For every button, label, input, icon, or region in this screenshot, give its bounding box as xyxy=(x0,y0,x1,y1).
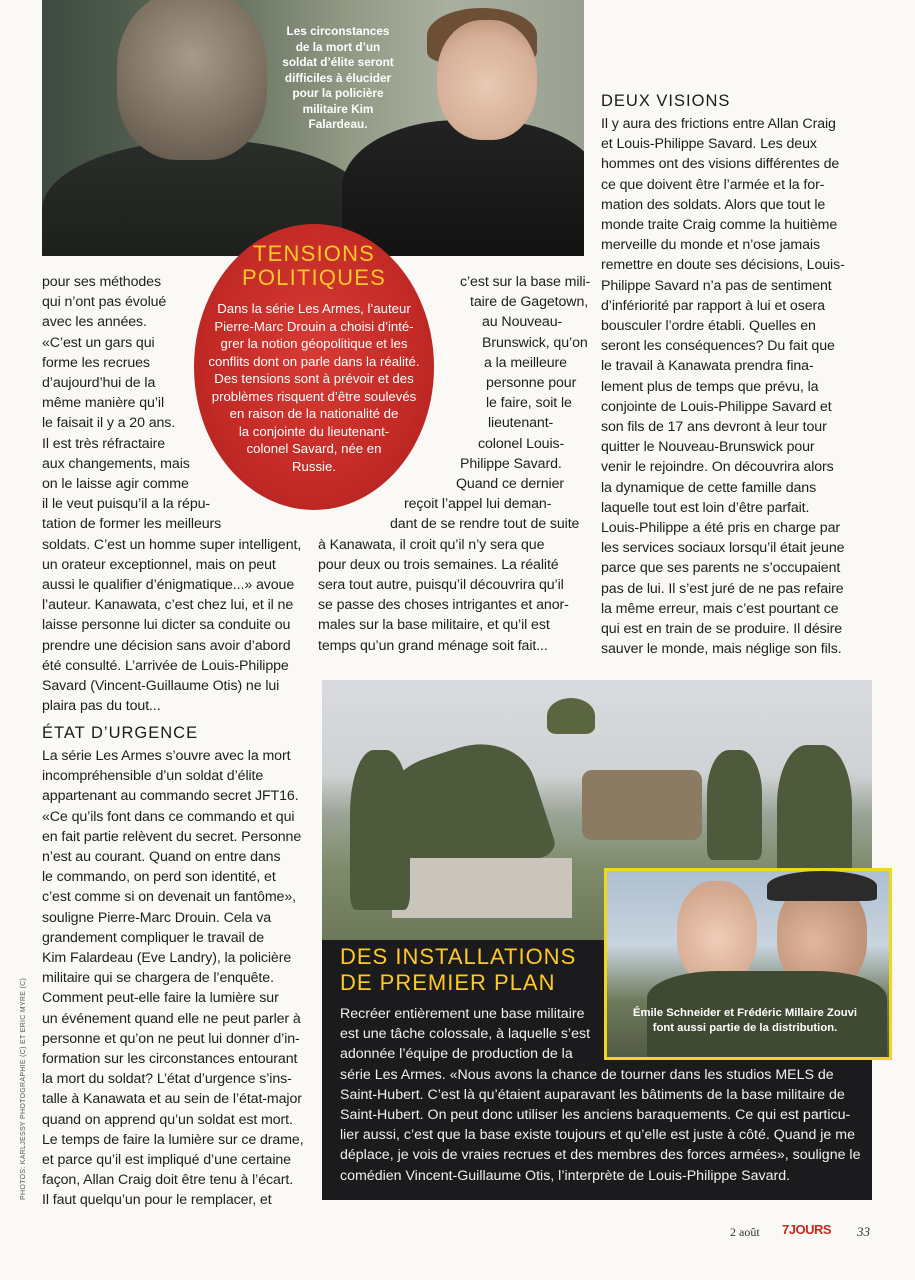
text-line: aux changements, mais xyxy=(42,455,190,472)
text-line: «C’est un gars qui xyxy=(42,334,155,351)
text-line: monde traite Craig comme la huitième xyxy=(601,217,838,234)
text-line: Savard (Vincent-Guillaume Otis) ne lui xyxy=(42,678,280,695)
text-line: est une tâche colossale, à laquelle s’est xyxy=(340,1026,591,1043)
text-line: Il est très réfractaire xyxy=(42,435,166,452)
text-line: colonel Louis- xyxy=(478,435,565,452)
text-line: conjointe de Louis-Philippe Savard et xyxy=(601,398,832,415)
text-line: quand on apprend qu’un soldat est mort. xyxy=(42,1111,293,1128)
text-line: a la meilleure xyxy=(484,354,567,371)
deux-visions-body xyxy=(601,114,845,659)
text-line: conflits dont on parle dans la réalité. xyxy=(208,353,420,369)
recruits-group xyxy=(582,770,702,840)
text-line: qui n’ont pas évolué xyxy=(42,294,167,311)
text-line: remettre en doute ses décisions, Louis- xyxy=(601,257,845,274)
text-line: Saint-Hubert. On peut donc utiliser les anciens baraquements. Ce qui est particu- xyxy=(340,1107,851,1124)
text-line: merveille du monde et n’ose jamais xyxy=(601,237,820,254)
text-line: les services sociaux lorsqu’il était jeune xyxy=(601,540,845,557)
text-line: taire de Gagetown, xyxy=(470,294,589,311)
text-line: adonnée l’équipe de production de la xyxy=(340,1046,573,1063)
etat-urgence-body xyxy=(42,746,304,1211)
installations-heading: DES INSTALLATIONS DE PREMIER PLAN xyxy=(340,944,577,995)
text-line: forme les recrues xyxy=(42,354,150,371)
text-line: incompréhensible d’un soldat d’élite xyxy=(42,768,264,785)
beret xyxy=(767,871,877,901)
text-line: avec les années. xyxy=(42,314,147,331)
text-line: Il faut quelqu’un pour le remplacer, et xyxy=(42,1192,272,1209)
text-line: Louis-Philippe a été pris en charge par xyxy=(601,520,841,537)
text-line: temps qu’un grand ménage soit fait... xyxy=(318,637,548,654)
text-line: Le temps de faire la lumière sur ce drame, xyxy=(42,1131,304,1148)
inset-caption: Émile Schneider et Frédéric Millaire Zouvi font aussi partie de la distribution. xyxy=(632,1007,858,1034)
text-line: mation des soldats. Alors que tout le xyxy=(601,196,826,213)
text-line: lieutenant- xyxy=(488,415,554,432)
text-line: série Les Armes. «Nous avons la chance de tourner dans les studios MELS de xyxy=(340,1066,834,1083)
soldier-helmet xyxy=(547,698,595,734)
text-line: le faire, soit le xyxy=(486,395,572,412)
text-line: talle à Kanawata et au sein de l’état-major xyxy=(42,1091,302,1108)
text-line: quitter le Nouveau-Brunswick pour xyxy=(601,439,815,456)
text-line: dant de se rendre tout de suite xyxy=(390,516,580,533)
text-line: grandement compliquer le travail de xyxy=(42,929,265,946)
text-line: Philippe Savard. xyxy=(460,455,562,472)
text-line: lement plus de temps que prévu, la xyxy=(601,378,819,395)
text-line: ce que doivent être l’armée et la for- xyxy=(601,176,825,193)
text-line: le travail à Kanawata prendra fina- xyxy=(601,358,814,375)
top-photo-caption: Les circonstances de la mort d’un soldat d’élite seront difficiles à élucider pour la policière militaire Kim Falardeau. xyxy=(282,24,394,131)
text-line: même manière qu’il xyxy=(42,395,164,412)
text-line: personne pour xyxy=(486,375,577,392)
text-line: son fils de 17 ans devront à leur tour xyxy=(601,419,827,436)
text-line: problèmes risquent d’être soulevés xyxy=(211,388,417,404)
text-line: c’est sur la base mili- xyxy=(460,274,591,290)
text-line: la mort du soldat? L’état d’urgence s’ins- xyxy=(42,1071,292,1088)
etat-urgence-heading: ÉTAT D’URGENCE xyxy=(42,724,199,742)
text-line: n’est au courant. Quand on entre dans xyxy=(42,849,281,866)
man-head xyxy=(117,0,267,160)
text-line: La série Les Armes s’ouvre avec la mort xyxy=(42,748,291,764)
woman-head xyxy=(437,20,537,140)
text-line: et Louis-Philippe Savard. Les deux xyxy=(601,136,817,153)
text-line: tation de former les meilleurs xyxy=(42,516,222,533)
soldier-right xyxy=(707,750,762,860)
text-line: on le laisse agir comme xyxy=(42,476,189,493)
text-line: reçoit l’appel lui deman- xyxy=(404,496,552,513)
text-line: Dans la série Les Armes, l’auteur xyxy=(217,301,411,316)
text-line: il le veut puisqu’il a la répu- xyxy=(42,496,211,513)
text-line: seront les conséquences? Du fait que xyxy=(601,338,835,355)
soldier-left xyxy=(350,750,410,910)
text-line: «Ce qu’ils font dans ce commando et qui xyxy=(42,808,295,825)
text-line: souligne Pierre-Marc Drouin. Cela va xyxy=(42,909,272,926)
text-line: le commando, on perd son identité, et xyxy=(42,869,276,886)
text-line: plaira pas du tout... xyxy=(42,698,161,715)
text-line: l’auteur. Kanawata, c’est chez lui, et il ne xyxy=(42,597,294,614)
text-line: Saint-Hubert. C’est là qu’étaient auparavant les bâtiments de la base militaire de xyxy=(340,1086,845,1103)
text-line: un événement quand elle ne peut parler à xyxy=(42,1010,301,1027)
text-line: en fait partie relèvent du secret. Personne xyxy=(42,828,302,845)
text-line: aussi le qualifier d’énigmatique...» avoue xyxy=(42,577,295,594)
text-line: c’est comme si on devenait un fantôme», xyxy=(42,889,296,906)
text-line: la dynamique de cette famille dans xyxy=(601,479,817,496)
text-line: se passe des choses intrigantes et anor- xyxy=(318,597,569,614)
text-line: Pierre-Marc Drouin a choisi d’inté- xyxy=(214,318,414,334)
text-line: pour deux ou trois semaines. La réalité xyxy=(318,556,559,573)
text-line: parce que ses parents ne s’occupaient xyxy=(601,560,841,577)
text-line: Recréer entièrement une base militaire xyxy=(340,1006,585,1022)
text-line: hommes ont des visions différentes de xyxy=(601,156,840,173)
text-line: pour ses méthodes xyxy=(42,274,161,290)
text-line: appartenant au commando secret JFT16. xyxy=(42,788,299,805)
text-line: et parce qu’il est impliqué d’une certaine xyxy=(42,1152,291,1169)
text-line: militaire qui se chargera de l’enquête. xyxy=(42,970,274,987)
text-line: en raison de la nationalité de xyxy=(229,406,399,421)
magazine-logo: 7JOURS xyxy=(782,1222,832,1237)
text-line: laisse personne lui dicter sa conduite ou xyxy=(42,617,291,634)
text-line: d’infériorité par rapport à lui et osera xyxy=(601,297,825,314)
text-line: formation sur les circonstances entourant xyxy=(42,1051,298,1068)
text-line: Brunswick, qu’on xyxy=(482,334,588,351)
woman-silhouette xyxy=(342,120,584,256)
text-line: soldats. C’est un homme super intelligent, xyxy=(42,536,302,553)
text-line: Kim Falardeau (Eve Landry), la policière xyxy=(42,950,292,967)
text-line: Russie. xyxy=(292,458,336,474)
text-line: sera tout autre, puisqu’il découvrira qu’il xyxy=(318,577,564,594)
deux-visions-heading: DEUX VISIONS xyxy=(601,92,731,110)
photo-credit: PHOTOS: KARLJESSY PHOTOGRAPHIE (C) ET ERIC MYRE (C) xyxy=(20,977,27,1200)
text-line: façon, Allan Craig doit être tenu à l’écart. xyxy=(42,1172,294,1189)
text-line: bousculer l’ordre établi. Quelles en xyxy=(601,318,816,335)
text-line: comédien Vincent-Guillaume Otis, l’interprète de Louis-Philippe Savard. xyxy=(340,1167,791,1184)
text-line: laquelle tout est loin d’être parfait. xyxy=(601,499,810,516)
tensions-sidebar-body xyxy=(200,300,428,475)
text-line: la conjointe du lieutenant- xyxy=(238,423,390,439)
text-line: été consulté. L’arrivée de Louis-Philippe xyxy=(42,657,289,674)
text-line: Des tensions sont à prévoir et des xyxy=(214,371,414,386)
text-line: prendre une décision sans avoir d’abord xyxy=(42,637,291,654)
text-line: déplace, je vois de vraies recrues et des membres des forces armées», souligne le xyxy=(340,1147,861,1164)
text-line: pas de lui. Il s’est juré de ne pas refaire xyxy=(601,580,844,597)
text-line: au Nouveau- xyxy=(482,314,563,331)
text-line: Quand ce dernier xyxy=(456,476,565,493)
text-line: Philippe Savard n’a pas de sentiment xyxy=(601,277,832,294)
text-line: venir le rejoindre. On découvrira alors xyxy=(601,459,834,476)
concrete-block xyxy=(392,858,572,918)
text-line: qui est en train de se produire. Il désire xyxy=(601,621,843,638)
text-line: males sur la base militaire, et qu’il est xyxy=(318,617,550,634)
text-line: un orateur exceptionnel, mais on peut xyxy=(42,556,276,573)
text-line: grer la notion géopolitique et les xyxy=(220,336,408,351)
text-line: lier aussi, c’est que la base existe toujours et qu’elle est juste à côté. Quand je me xyxy=(340,1127,855,1144)
text-line: à Kanawata, il croit qu’il n’y sera que xyxy=(318,536,545,553)
installations-body xyxy=(340,1004,860,1186)
text-line: Comment peut-elle faire la lumière sur xyxy=(42,990,279,1007)
text-line: le faisait il y a 20 ans. xyxy=(42,415,176,432)
footer-date: 2 août xyxy=(730,1225,760,1239)
text-line: Il y aura des frictions entre Allan Craig xyxy=(601,116,836,132)
text-line: la même erreur, mais c’est pourtant ce xyxy=(601,600,839,617)
text-line: colonel Savard, née en xyxy=(246,441,382,456)
text-line: personne et qu’on ne peut lui donner d’in- xyxy=(42,1030,300,1047)
text-line: d’aujourd’hui de la xyxy=(42,375,156,392)
tensions-sidebar-title: TENSIONS POLITIQUES xyxy=(241,241,387,290)
page-number: 33 xyxy=(857,1224,870,1239)
text-line: sauver le monde, mais néglige son fils. xyxy=(601,641,842,658)
